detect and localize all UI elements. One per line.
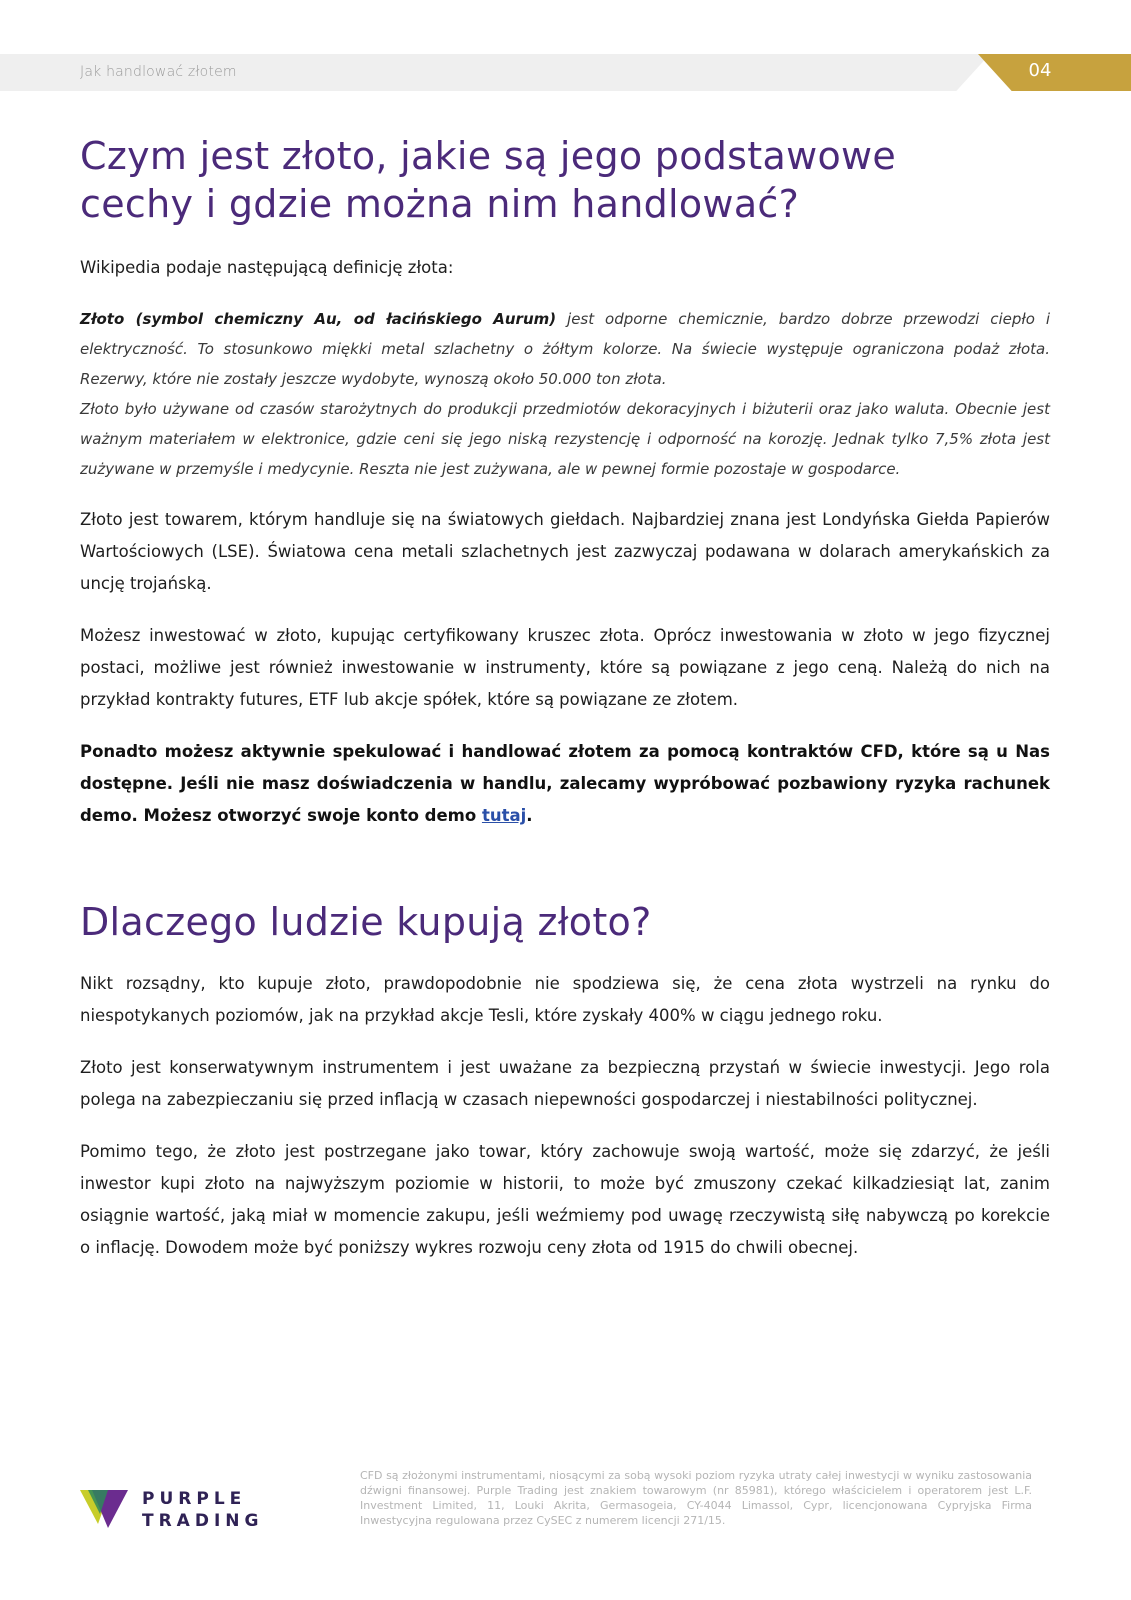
logo-word-purple: PURPLE: [142, 1489, 247, 1509]
page-number: 04: [1028, 60, 1052, 81]
section-heading-what-is-gold: Czym jest złoto, jakie są jego podstawowe cechy i gdzie można nim handlować?: [80, 134, 897, 226]
paragraph-purchasing-power: Pomimo tego, że złoto jest postrzegane jako towar, który zachowuje swoją wartość, może się zdarzyć, że jeśli inwestor kupi złoto na najwyższym poziomie w historii, to może być zmuszony czekać kilkadziesiąt lat, zanim osiągnie wartość, jaką miał w momencie zakupu, jeśli weźmiemy pod uwagę rzeczywistą siłę nabywczą po korekcie o inflację. Dowodem może być poniższy wykres rozwoju ceny złota od 1915 do chwili obecnej.: [80, 1142, 1050, 1257]
paragraph-cfd-demo: [80, 736, 1050, 832]
demo-account-link[interactable]: tutaj: [481, 806, 527, 825]
paragraph-safe-haven: Złoto jest konserwatywnym instrumentem i jest uważane za bezpieczną przystań w świecie inwestycji. Jego rola polega na zabezpieczaniu się przed inflacją w czasach niepewności gospodarczej i niestabilności politycznej.: [80, 1058, 1050, 1109]
logo-wordmark: [142, 1488, 263, 1532]
document-title: Jak handlować złotem: [80, 64, 237, 80]
paragraph-invest-gold: Możesz inwestować w złoto, kupując certyfikowany kruszec złota. Oprócz inwestowania w złoto w jego fizycznej postaci, możliwe jest również inwestowanie w instrumenty, które są powiązane z jego ceną. Należą do nich na przykład kontrakty futures, ETF lub akcje spółek, które są powiązane ze złotem.: [80, 626, 1050, 709]
cfd-demo-text: Ponadto możesz aktywnie spekulować i handlować złotem za pomocą kontraktów CFD, które są u Nas dostępne. Jeśli nie masz doświadczenia w handlu, zalecamy wypróbować pozbawiony ryzyka rachunek demo. Możesz otworzyć swoje konto demo: [80, 742, 1050, 825]
paragraph-no-expectations: Nikt rozsądny, kto kupuje złoto, prawdopodobnie nie spodziewa się, że cena złota wystrzeli na rynku do niespotykanych poziomów, jak na przykład akcje Tesli, które zyskały 400% w ciągu jednego roku.: [80, 974, 1050, 1025]
wikipedia-quote: [80, 304, 1050, 484]
quote-part1: jest odporne chemicznie, bardzo dobrze przewodzi ciepło i elektryczność. To stosunkowo miękki metal szlachetny o żółtym kolorze. Na świecie występuje ograniczona podaż złota. Rezerwy, które nie zostały jeszcze wydobyte, wynoszą około 50.000 ton złota.: [80, 310, 1050, 388]
logo-word-trading: TRADING: [142, 1511, 264, 1531]
paragraph-gold-commodity: Złoto jest towarem, którym handluje się na światowych giełdach. Najbardziej znana jest Londyńska Giełda Papierów Wartościowych (LSE). Światowa cena metali szlachetnych jest zazwyczaj podawana w dolarach amerykańskich za uncję trojańską.: [80, 510, 1050, 593]
page-content: [80, 132, 1050, 1264]
section-heading-why-buy-gold: Dlaczego ludzie kupują złoto?: [80, 900, 652, 944]
purple-trading-logo-icon: [80, 1484, 130, 1534]
quote-lead: Złoto (symbol chemiczny Au, od łacińskiego Aurum): [80, 310, 557, 328]
purple-trading-logo: [80, 1484, 270, 1534]
intro-text: Wikipedia podaje następującą definicję złota:: [80, 258, 454, 277]
cfd-demo-text-end: .: [526, 806, 533, 825]
quote-part2: Złoto było używane od czasów starożytnych do produkcji przedmiotów dekoracyjnych i biżuterii oraz jako waluta. Obecnie jest ważnym materiałem w elektronice, gdzie ceni się jego niską rezystencję i odporność na korozję. Jednak tylko 7,5% złota jest zużywane w przemyśle i medycynie. Reszta nie jest zużywana, ale w pewnej formie pozostaje w gospodarce.: [80, 400, 1050, 478]
risk-disclaimer: CFD są złożonymi instrumentami, niosącymi za sobą wysoki poziom ryzyka utraty całej inwestycji w wyniku zastosowania dźwigni finansowej. Purple Trading jest znakiem towarowym (nr 85981), którego właścicielem i operatorem jest L.F. Investment Limited, 11, Louki Akrita, Germasogeia, CY-4044 Limassol, Cypr, licencjonowana Cypryjska Firma Inwestycyjna regulowana przez CySEC z numerem licencji 271/15.: [360, 1469, 1032, 1527]
